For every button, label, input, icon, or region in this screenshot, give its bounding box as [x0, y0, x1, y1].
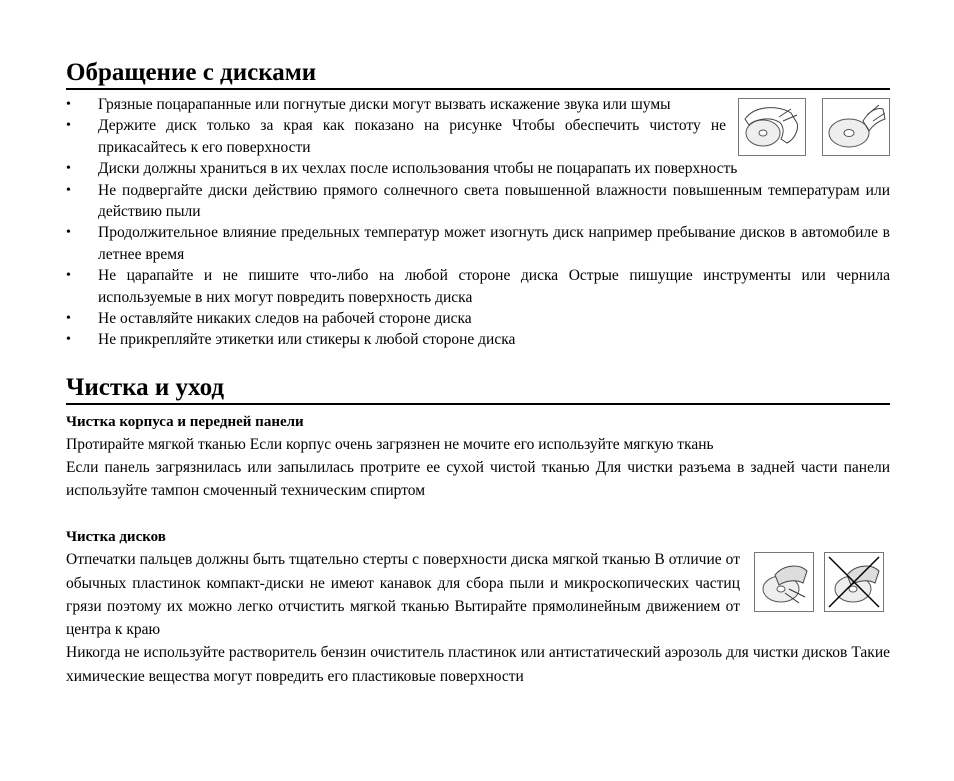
section-title-disc-handling: Обращение с дисками [66, 58, 890, 90]
cleaning-section [66, 373, 890, 688]
section-title-cleaning: Чистка и уход [66, 373, 890, 405]
disc-cleaning-illustrations [754, 552, 884, 612]
list-item: • Диски должны храниться в их чехлах после использования чтобы не поцарапать их поверхность [66, 158, 890, 179]
list-item: • Продолжительное влияние предельных температур может изогнуть диск например пребывание дисков в автомобиле в летнее время [66, 222, 890, 265]
list-item: • Держите диск только за края как показано на рисунке Чтобы обеспечить чистоту не прикасайтесь к его поверхности [66, 115, 726, 158]
wiping-disc-correct-illustration [754, 552, 814, 612]
list-item: • Не прикрепляйте этикетки или стикеры к любой стороне диска [66, 329, 890, 350]
disc-cleaning-paragraph: Отпечатки пальцев должны быть тщательно стерты с поверхности диска мягкой тканью В отличие от обычных пластинок компакт-диски не имеют канавок для сбора пыли и микроскопических частиц грязи поэтому их можно легко отчистить мягкой тканью Вытирайте прямолинейным движением от центра к краю [66, 551, 740, 639]
disc-edge-hold-illustration [822, 98, 890, 156]
disc-handling-illustrations [738, 98, 890, 156]
body-cleaning-paragraph: Если панель загрязнилась или запылилась протрите ее сухой чистой тканью Для чистки разъема в задней части панели используйте тампон смоченный техническим спиртом [66, 459, 890, 500]
hand-holding-disc-illustration [738, 98, 806, 156]
list-item: • Грязные поцарапанные или погнутые диски могут вызвать искажение звука или шумы [66, 94, 726, 115]
disc-cleaning-block [66, 548, 890, 641]
subtitle-disc-cleaning: Чистка дисков [66, 529, 166, 546]
subtitle-body-cleaning: Чистка корпуса и передней панели [66, 413, 304, 430]
disc-cleaning-warning-paragraph: Никогда не используйте растворитель бензин очиститель пластинок или антистатический аэрозоль для чистки дисков Такие химические вещества могут повредить его пластиковые поверхности [66, 644, 890, 685]
list-item: • Не подвергайте диски действию прямого солнечного света повышенной влажности повышенным температурам или действию пыли [66, 180, 890, 223]
manual-page [66, 58, 890, 688]
list-item: • Не царапайте и не пишите что-либо на любой стороне диска Острые пишущие инструменты или чернила используемые в них могут повредить поверхность диска [66, 265, 890, 308]
body-cleaning-paragraph: Протирайте мягкой тканью Если корпус очень загрязнен не мочите его используйте мягкую ткань [66, 435, 714, 453]
wiping-disc-incorrect-illustration [824, 552, 884, 612]
disc-handling-block [66, 94, 890, 351]
list-item: • Не оставляйте никаких следов на рабочей стороне диска [66, 308, 890, 329]
